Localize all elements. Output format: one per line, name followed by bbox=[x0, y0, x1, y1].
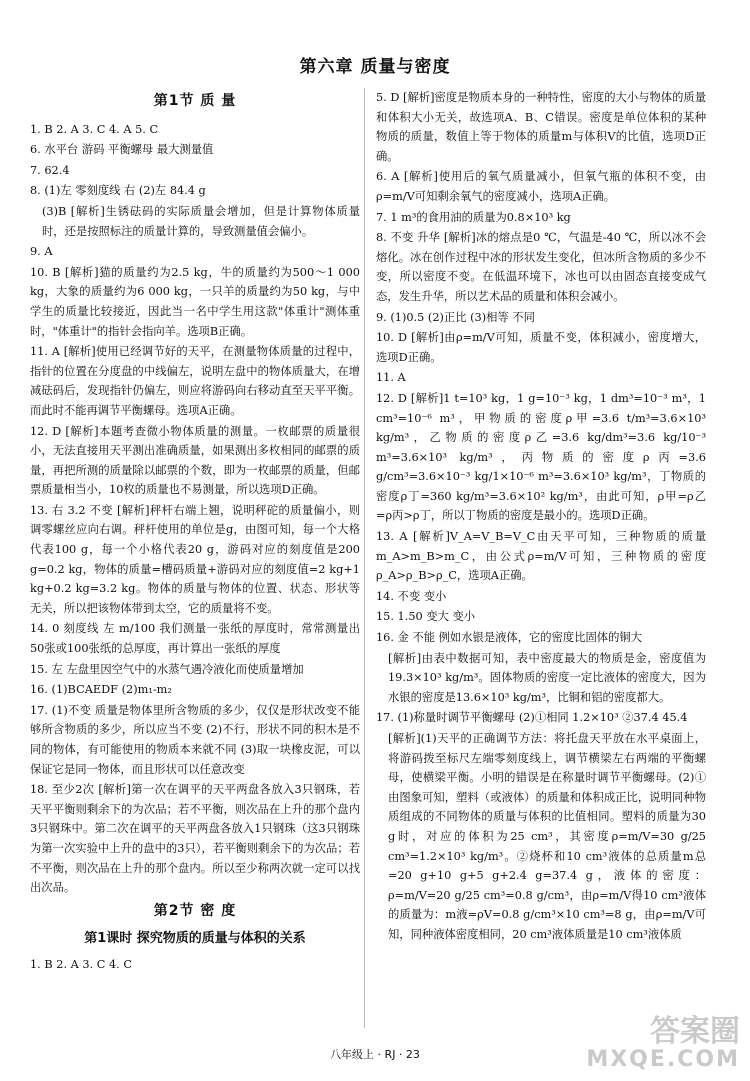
answer-item: 6. A [解析]使用后的氧气质量减小，但氧气瓶的体积不变，由ρ=m/V可知剩余氧气的密度减小，选项A正确。 bbox=[376, 170, 706, 203]
answer-item: 8. 不变 升华 [解析]冰的熔点是0 ℃，气温是-40 ℃，所以冰不会熔化。冰在创作过程中冰的形状发生变化，但冰所含物质的多少不变，所以密度不变。在低温环境下，冰也可以由固态直接变成气态，发生升华，所以艺术品的质量和体积会减小。 bbox=[376, 231, 706, 303]
answer-item: 15. 左 左盘里因空气中的水蒸气遇冷液化而使质量增加 bbox=[30, 662, 304, 676]
answer-item: 11. A bbox=[376, 371, 406, 385]
answer-item: 10. B [解析]猫的质量约为2.5 kg，牛的质量约为500～1 000 kg，大象的质量约为6 000 kg，一只羊的质量约为50 kg，与中学生的质量比较接近，因此当一名中学生用这款"体重计"测体重时，"体重计"的指针会指向羊。选项B正确。 bbox=[30, 265, 360, 338]
answer-item: 16. (1)BCAEDF (2)m₁-m₂ bbox=[30, 683, 172, 697]
answer-item: 17. (1)称量时调节平衡螺母 (2)①相同 1.2×10³ ②37.4 45.4 bbox=[376, 711, 688, 725]
left-column bbox=[30, 88, 360, 976]
section-title-mass: 第1节 质 量 bbox=[153, 93, 237, 109]
answer-item: 1. B 2. A 3. C 4. C bbox=[30, 957, 132, 971]
page-footer: 八年级上 · RJ · 23 bbox=[330, 1048, 420, 1061]
answer-item: 9. A bbox=[30, 245, 53, 259]
watermark-text: 答案圈 bbox=[650, 1014, 740, 1049]
answer-item: 18. 至少2次 [解析]第一次在调平的天平两盘各放入3只钢珠，若天平平衡则剩余下的为次品；若不平衡，则次品在上升的那个盘内3只钢珠中。第二次在调平的天平两盘各放入1只钢珠（这3只钢珠为第一次实验中上升的盘中的3只），若平衡则剩余下的为次品；若不平衡，则次品在上升的那个盘内。所以至少称两次就一定可以找出次品。 bbox=[30, 783, 360, 895]
answer-item: 7. 1 m³的食用油的质量为0.8×10³ kg bbox=[376, 210, 571, 224]
answer-item: 16. 金 不能 例如水银是液体，它的密度比固体的铜大 bbox=[376, 631, 642, 645]
answer-item: 7. 62.4 bbox=[30, 163, 70, 177]
right-column bbox=[376, 88, 706, 946]
watermark-url: MXQE.COM bbox=[586, 1047, 740, 1072]
column-divider bbox=[364, 88, 365, 1028]
answer-item: 11. A [解析]使用已经调节好的天平，在测量物体质量的过程中，指针的位置在分度盘的中线偏左，说明左盘中的物体质量大，在增减砝码后，发现指针仍偏左，则应将游码向右移动直至天平平衡。而此时不能再调节平衡螺母。选项A正确。 bbox=[30, 345, 360, 417]
answer-item: 12. D [解析]本题考查微小物体质量的测量。一枚邮票的质量很小，无法直接用天平测出准确质量，如果测出多枚相同的邮票的质量，再把所测的质量除以邮票的个数，即为一枚邮票的质量，但邮票质量相当小，10枚的质量也不易测量，所以选项D正确。 bbox=[30, 424, 360, 497]
answer-item: 1. B 2. A 3. C 4. A 5. C bbox=[30, 122, 159, 136]
answer-item: 8. (1)左 零刻度线 右 (2)左 84.4 g bbox=[30, 184, 206, 198]
answer-item: 6. 水平台 游码 平衡螺母 最大测量值 bbox=[30, 143, 214, 157]
chapter-title: 第六章 质量与密度 bbox=[299, 57, 451, 77]
answer-item: 13. A [解析]V_A=V_B=V_C由天平可知，三种物质的质量m_A>m_B>m_C，由公式ρ=m/V可知，三种物质的密度ρ_A>ρ_B>ρ_C，选项A正确。 bbox=[376, 530, 706, 583]
answer-item: 17. (1)不变 质量是物体里所含物质的多少，仅仅是形状改变不能够所含物质的多少，所以应当不变 (2)不行，形状不同的积木是不同的物体，有可能使用的物质本来就不同 (3)取一块橡皮泥，可以保证它是同一物体，而且形状可以任意改变 bbox=[30, 703, 360, 776]
lesson-title: 第1课时 探究物质的质量与体积的关系 bbox=[84, 931, 306, 947]
answer-item: 12. D [解析]1 t=10³ kg，1 g=10⁻³ kg，1 dm³=10⁻³ m³，1 cm³=10⁻⁶ m³，甲物质的密度ρ甲=3.6 t/m³=3.6×10³ kg/m³，乙物质的密度ρ乙=3.6 kg/dm³=3.6 kg/10⁻³ m³=3.6×10³ kg/m³，丙物质的密度ρ丙=3.6 g/cm³=3.6×10⁻³ kg/1×10⁻⁶ m³=3.6×10³ kg/m³，丁物质的密度ρ丁=360 kg/m³=3.6×10² kg/m³，由此可知，ρ甲=ρ乙=ρ丙>ρ丁，所以丁物质的密度是最小的。选项D正确。 bbox=[376, 391, 706, 523]
answer-item: 5. D [解析]密度是物质本身的一种特性，密度的大小与物体的质量和体积大小无关，故选项A、B、C错误。密度是单位体积的某种物质的质量，数值上等于物体的质量m与体积V的比值，选项D正确。 bbox=[376, 91, 706, 163]
answer-item: (3)B [解析]生锈砝码的实际质量会增加，但是计算物体质量时，还是按照标注的质量计算的，导致测量值会偏小。 bbox=[42, 204, 360, 238]
answer-item: 14. 0 刻度线 左 m/100 我们测量一张纸的厚度时，常常测量出50张或100张纸的总厚度，再计算出一张纸的厚度 bbox=[30, 622, 360, 656]
answer-item: 15. 1.50 变大 变小 bbox=[376, 610, 476, 624]
section-title-density: 第2节 密 度 bbox=[153, 902, 237, 919]
answer-item: [解析](1)天平的正确调节方法：将托盘天平放在水平桌面上，将游码拨至标尺左端零刻度线上，调节横梁左右两端的平衡螺母，使横梁平衡。小明的错误是在称量时调节平衡螺母。(2)①由图象可知，塑料（或液体）的质量和体积成正比，说明同种物质组成的不同物体的质量与体积的比值相同。塑料的质量为30 g时，对应的体积为25 cm³，其密度ρ=m/V=30 g/25 cm³=1.2×10³ kg/m³。②烧杯和10 cm³液体的总质量m总=20 g+10 g+5 g+2.4 g=37.4 g，液体的密度：ρ=m/V=20 g/25 cm³=0.8 g/cm³，由ρ=m/V得10 cm³液体的质量为：m液=ρV=0.8 g/cm³×10 cm³=8 g，由ρ=m/V可知，同种液体密度相同，20 cm³液体质量是10 cm³液体质 bbox=[388, 732, 706, 941]
answer-item: [解析]由表中数据可知，表中密度最大的物质是金，密度值为19.3×10³ kg/m³。固体物质的密度一定比液体的密度大，因为水银的密度是13.6×10³ kg/m³，比铜和铝的密度都大。 bbox=[388, 651, 706, 704]
answer-item: 9. (1)0.5 (2)正比 (3)相等 不同 bbox=[376, 310, 535, 324]
watermark-logo bbox=[540, 1014, 740, 1078]
answer-item: 13. 右 3.2 不变 [解析]秤杆右端上翘，说明秤砣的质量偏小，则调零螺丝应向右调。秤杆使用的单位是g，由图可知，每一个大格代表100 g，每一个小格代表20 g，游码对应的刻度值是200 g=0.2 kg，物体的质量=槽码质量+游码对应的刻度值=2 kg+1 kg+0.2 kg=3.2 kg。物体的质量与物体的位置、状态、形状等无关，所以把该物体带到太空，它的质量将不变。 bbox=[30, 503, 360, 615]
answer-item: 14. 不变 变小 bbox=[376, 589, 447, 603]
answer-item: 10. D [解析]由ρ=m/V可知，质量不变，体积减小，密度增大，选项D正确。 bbox=[376, 331, 706, 364]
